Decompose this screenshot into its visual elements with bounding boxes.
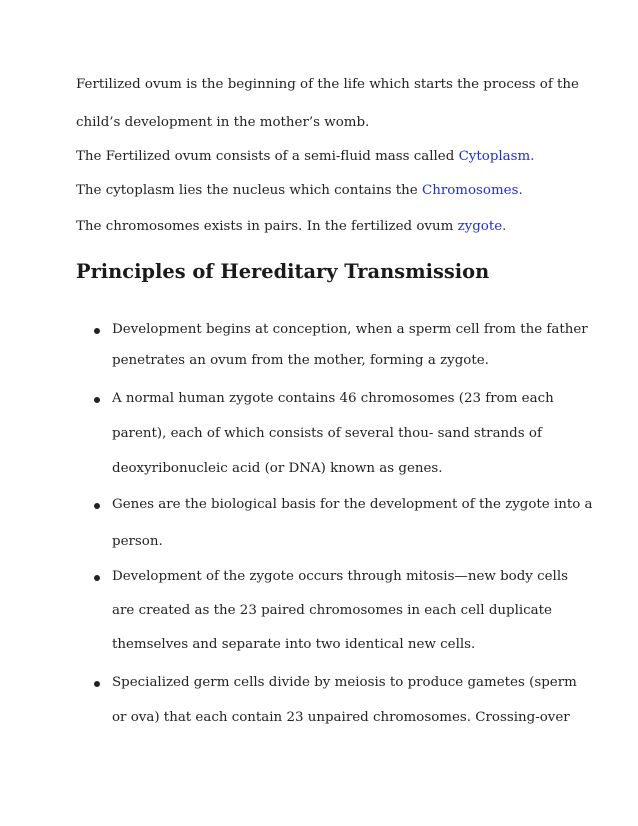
bullet-5-line-1: Specialized germ cells divide by meiosis to produce gametes (sperm [112, 675, 577, 690]
intro-line-5 [76, 218, 506, 236]
bullet-dot [94, 328, 100, 334]
bullet-dot [94, 503, 100, 509]
bullet-dot [94, 575, 100, 581]
bullet-4-line-3: themselves and separate into two identical new cells. [112, 637, 476, 652]
intro-line-5-text: The chromosomes exists in pairs. In the fertilized ovum [76, 219, 458, 234]
zygote-link[interactable]: zygote. [457, 219, 507, 234]
intro-line-1: Fertilized ovum is the beginning of the life which starts the process of the [76, 77, 579, 92]
bullet-2-line-1: A normal human zygote contains 46 chromosomes (23 from each [112, 391, 554, 406]
section-heading: Principles of Hereditary Transmission [76, 260, 490, 283]
bullet-1-line-1: Development begins at conception, when a sperm cell from the father [112, 322, 588, 337]
intro-line-2: child’s development in the mother’s womb. [76, 115, 370, 130]
bullet-dot [94, 681, 100, 687]
bullet-3-line-2: person. [112, 534, 163, 549]
bullet-2-line-2: parent), each of which consists of several thou- sand strands of [112, 426, 542, 441]
bullet-4-line-2: are created as the 23 paired chromosomes in each cell duplicate [112, 603, 552, 618]
bullet-4-line-1: Development of the zygote occurs through mitosis—new body cells [112, 569, 568, 584]
bullet-3-line-1: Genes are the biological basis for the development of the zygote into a [112, 497, 593, 512]
bullet-2-line-3: deoxyribonucleic acid (or DNA) known as genes. [112, 461, 443, 476]
chromosomes-link[interactable]: Chromosomes. [421, 183, 523, 198]
intro-line-3 [76, 148, 534, 166]
intro-line-4-text: The cytoplasm lies the nucleus which contains the [76, 183, 422, 198]
cytoplasm-link[interactable]: Cytoplasm. [458, 149, 535, 164]
bullet-5-line-2: or ova) that each contain 23 unpaired chromosomes. Crossing-over [112, 710, 570, 725]
intro-line-3-text: The Fertilized ovum consists of a semi-fluid mass called [76, 149, 459, 164]
bullet-1-line-2: penetrates an ovum from the mother, forming a zygote. [112, 353, 489, 368]
intro-line-4 [76, 182, 523, 200]
bullet-dot [94, 397, 100, 403]
